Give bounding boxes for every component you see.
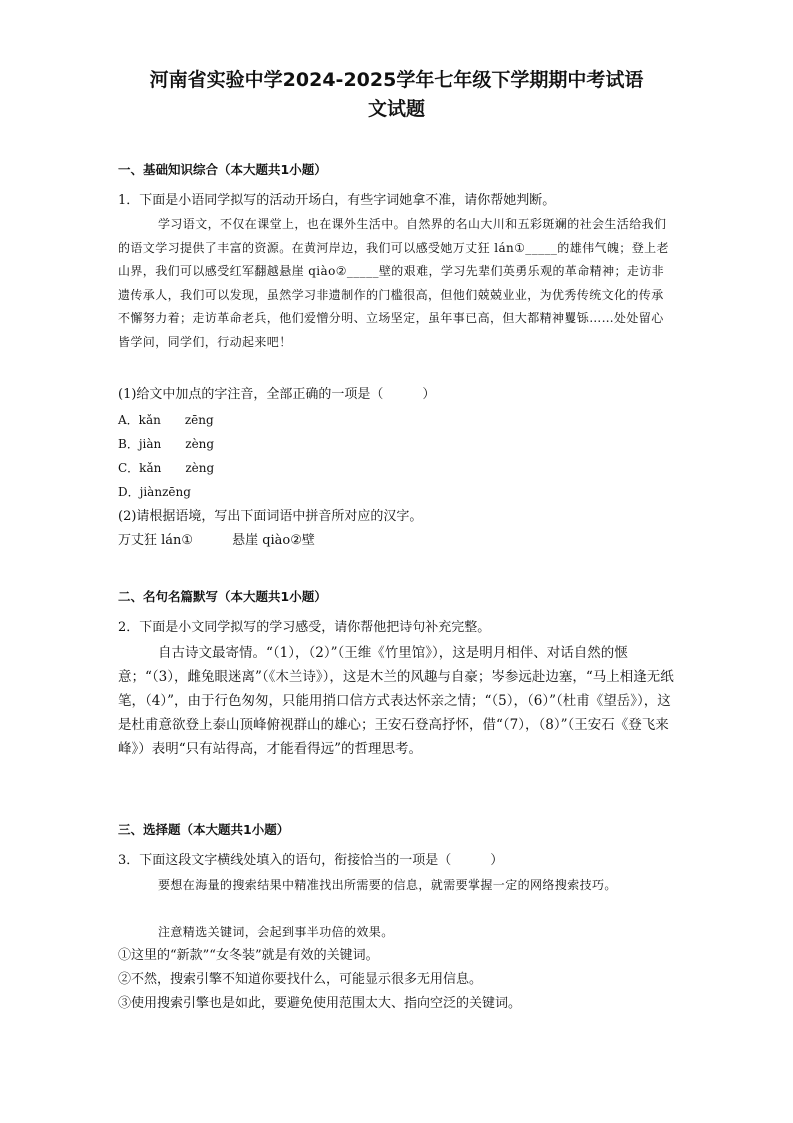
- q3-stem: 3．下面这段文字横线处填入的语句，衔接恰当的一项是（ ）: [118, 853, 504, 868]
- page-title: [60, 66, 733, 124]
- q1-option-c: C．kǎn zèng: [118, 461, 215, 475]
- section-heading-2: 二、名句名篇默写（本大题共1小题）: [118, 589, 327, 604]
- q1-option-a: A．kǎn zēng: [118, 413, 214, 427]
- q1-option-d: D．jiànzēng: [118, 485, 191, 499]
- q3-item-3: ③使用搜索引擎也是如此，要避免使用范围太大、指向空泛的关键词。: [118, 996, 522, 1011]
- q3-item-2: ②不然，搜索引擎不知道你要找什么，可能显示很多无用信息。: [118, 972, 483, 987]
- q2-passage: 自古诗文最寄情。“（1），（2）”（王维《竹里馆》），这是明月相伴、对话自然的惬意；“（3），雌兔眼迷离”（《木兰诗》），这是木兰的风趣与自豪；岑参远赴边塞，“马上相逢无纸笔，（4）”，由于行色匆匆，只能用捎口信方式表达怀亲之情；“（5），（6）”（杜甫《望岳》），这是杜甫意欲登上泰山顶峰俯视群山的雄心；王安石登高抒怀，借“（7），（8）”（王安石《登飞来峰》）表明“只有站得高，才能看得远”的哲理思考。: [118, 645, 674, 757]
- title-line-2: 文试题: [367, 98, 425, 120]
- section-heading-3: 三、选择题（本大题共1小题）: [118, 822, 290, 837]
- q2-stem: 2．下面是小文同学拟写的学习感受，请你帮他把诗句补充完整。: [118, 620, 491, 635]
- q1-option-b: B．jiàn zèng: [118, 437, 215, 451]
- title-line-1: 河南省实验中学2024-2025学年七年级下学期期中考试语: [149, 69, 644, 91]
- q3-item-1: ①这里的“新款”“女冬装”就是有效的关键词。: [118, 948, 379, 963]
- q1-passage: 学习语文，不仅在课堂上，也在课外生活中。自然界的名山大川和五彩斑斓的社会生活给我们的语文学习提供了丰富的资源。在黄河岸边，我们可以感受她万丈狂 lán①_____的雄伟气魄；登上老山界，我们可以感受红军翻越悬崖 qiào②_____壁的艰难，学习先辈们英勇乐观的革命精神；走访非遗传承人，我们可以发现，虽然学习非遗制作的门槛很高，但他们兢兢业业，为优秀传统文化的传承不懈努力着；走访革命老兵，他们爱憎分明、立场坚定，虽年事已高，但大都精神矍铄……处处留心皆学问，同学们，行动起来吧！: [118, 217, 669, 349]
- q1-stem: 1．下面是小语同学拟写的活动开场白，有些字词她拿不准，请你帮她判断。: [118, 193, 556, 208]
- q1-sub2: (2)请根据语境，写出下面词语中拼音所对应的汉字。: [118, 509, 423, 524]
- q3-passage-2: 注意精选关键词，会起到事半功倍的效果。: [158, 925, 394, 939]
- q1-sub1: (1)给文中加点的字注音，全部正确的一项是（ ）: [118, 387, 436, 402]
- q1-fill-line: 万丈狂 lán① 悬崖 qiào②壁: [118, 533, 315, 548]
- q3-passage-1: 要想在海量的搜索结果中精准找出所需要的信息，就需要掌握一定的网络搜索技巧。: [158, 878, 617, 892]
- section-heading-1: 一、基础知识综合（本大题共1小题）: [118, 162, 327, 177]
